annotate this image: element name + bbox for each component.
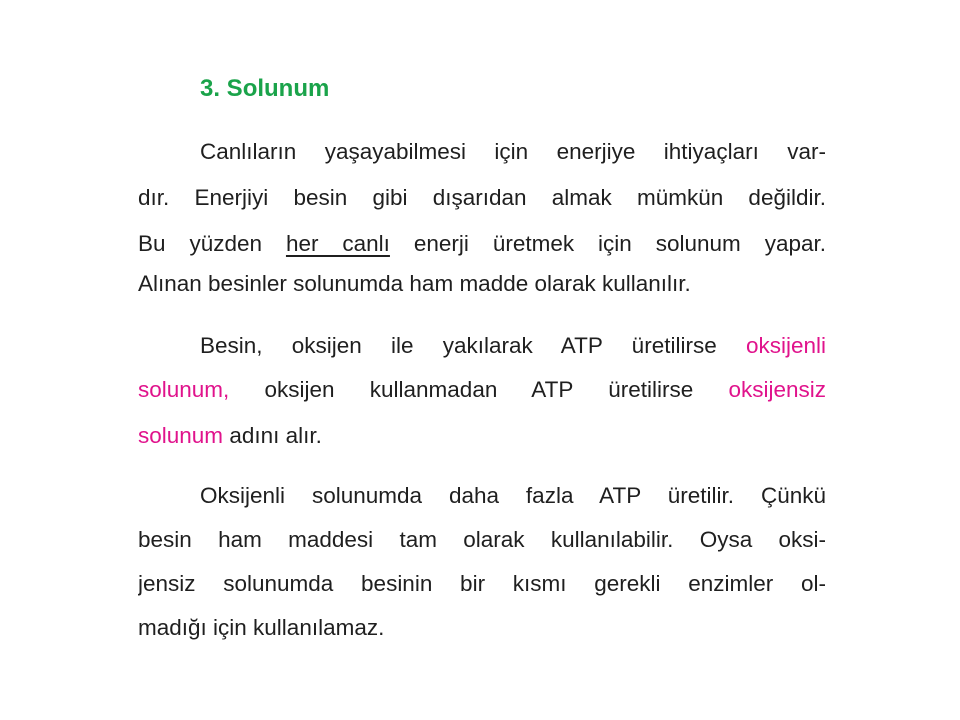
paragraph-3-line-1: Oksijenli solunumda daha fazla ATP üretilir. Çünkü xyxy=(200,483,826,508)
paragraph-1-line-3-start: Bu yüzden xyxy=(138,231,263,256)
paragraph-1-line-2: dır. Enerjiyi besin gibi dışarıdan almak mümkün değildir. xyxy=(138,185,826,210)
term-oksijenli: oksijenli xyxy=(745,333,826,358)
section-heading: 3. Solunum xyxy=(200,75,330,102)
term-oksijensiz: oksijensiz xyxy=(728,377,826,402)
paragraph-2-line-1-start: Besin, oksijen ile yakılarak ATP üretilirse xyxy=(200,333,717,358)
underlined-phrase: her canlı xyxy=(285,231,390,256)
term-solunum-2: solunum xyxy=(138,423,224,448)
paragraph-3-line-4: madığı için kullanılamaz. xyxy=(138,615,385,640)
paragraph-2-line-3-end: adını alır. xyxy=(229,423,322,448)
paragraph-1-line-1: Canlıların yaşayabilmesi için enerjiye ihtiyaçları var- xyxy=(200,139,826,164)
paragraph-3-line-3: jensiz solunumda besinin bir kısmı gerekli enzimler ol- xyxy=(138,571,826,596)
paragraph-2-line-2-middle: oksijen kullanmadan ATP üretilirse xyxy=(264,377,694,402)
paragraph-3-line-2: besin ham maddesi tam olarak kullanılabilir. Oysa oksi- xyxy=(138,527,826,552)
paragraph-2-line-3 xyxy=(138,420,826,452)
paragraph-1-line-3-end: enerji üretmek için solunum yapar. xyxy=(413,231,826,256)
paragraph-2-line-1 xyxy=(200,330,826,362)
paragraph-2-line-2 xyxy=(138,374,826,406)
paragraph-1-line-3 xyxy=(138,228,826,260)
paragraph-1-line-4: Alınan besinler solunumda ham madde olarak kullanılır. xyxy=(138,271,691,296)
term-solunum-1: solunum, xyxy=(138,377,230,402)
